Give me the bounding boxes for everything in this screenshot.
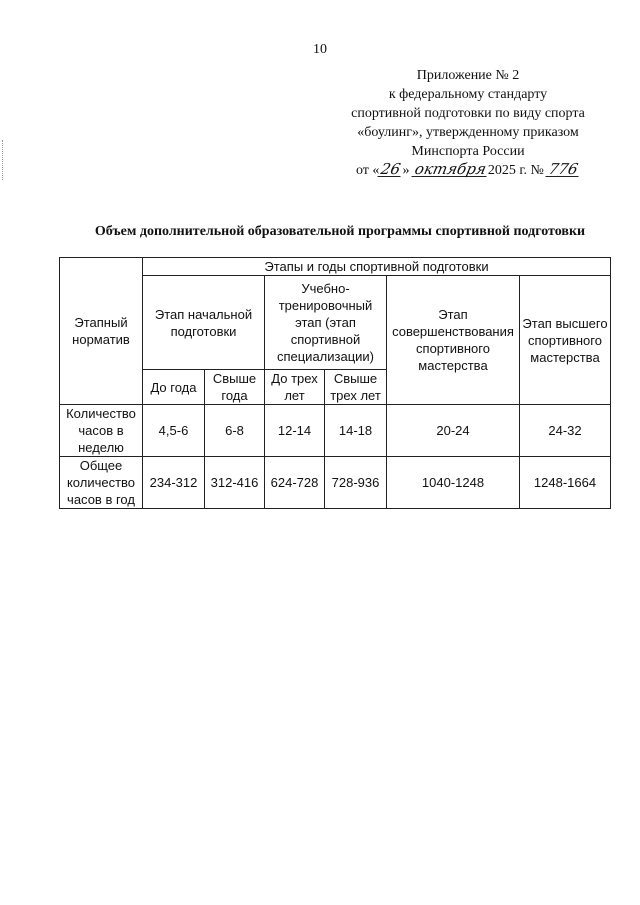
sub-header: До года [143,370,205,405]
table-cell: 6-8 [205,405,265,457]
norms-table [59,257,611,509]
table-cell: 4,5-6 [143,405,205,457]
document-title: Объем дополнительной образовательной программы спортивной подготовки [94,224,586,239]
row-label: Общее количество часов в год [60,457,143,509]
order-number: 776 [547,160,581,178]
appendix-line: к федеральному стандарту [388,87,548,102]
appendix-line: Минспорта России [411,144,525,159]
stage-improvement-header: Этап совершенствования спортивного мастерства [387,276,520,405]
order-day: 26 [379,160,403,178]
table-header-row [60,258,611,276]
appendix-line: Приложение № 2 [416,68,520,83]
sub-header: Свыше трех лет [325,370,387,405]
table-cell: 624-728 [265,457,325,509]
table-row [60,457,611,509]
table-cell: 728-936 [325,457,387,509]
stage-higher-header: Этап высшего спортивного мастерства [520,276,611,405]
order-month: октября [413,160,488,178]
table-cell: 312-416 [205,457,265,509]
table-cell: 234-312 [143,457,205,509]
sub-header: До трех лет [265,370,325,405]
order-line [330,161,606,180]
sub-header: Свыше года [205,370,265,405]
table-cell: 12-14 [265,405,325,457]
corner-header: Этапный норматив [60,258,143,405]
appendix-header [330,66,606,180]
order-prefix: от « [355,163,380,178]
table-cell: 24-32 [520,405,611,457]
table-row [60,405,611,457]
page-number: 10 [313,42,327,57]
row-label: Количество часов в неделю [60,405,143,457]
appendix-line: спортивной подготовки по виду спорта [351,106,585,121]
table-cell: 14-18 [325,405,387,457]
stage-training-header: Учебно-тренировочный этап (этап спортивной специализации) [265,276,387,370]
order-mid: » [402,163,410,178]
scan-margin-mark [2,140,7,180]
table-cell: 1040-1248 [387,457,520,509]
stages-header: Этапы и годы спортивной подготовки [143,258,611,276]
table-cell: 1248-1664 [520,457,611,509]
order-year: 2025 г. № [487,163,544,178]
stage-initial-header: Этап начальной подготовки [143,276,265,370]
table-header-row [60,276,611,370]
appendix-line: «боулинг», утвержденному приказом [357,125,579,140]
table-cell: 20-24 [387,405,520,457]
